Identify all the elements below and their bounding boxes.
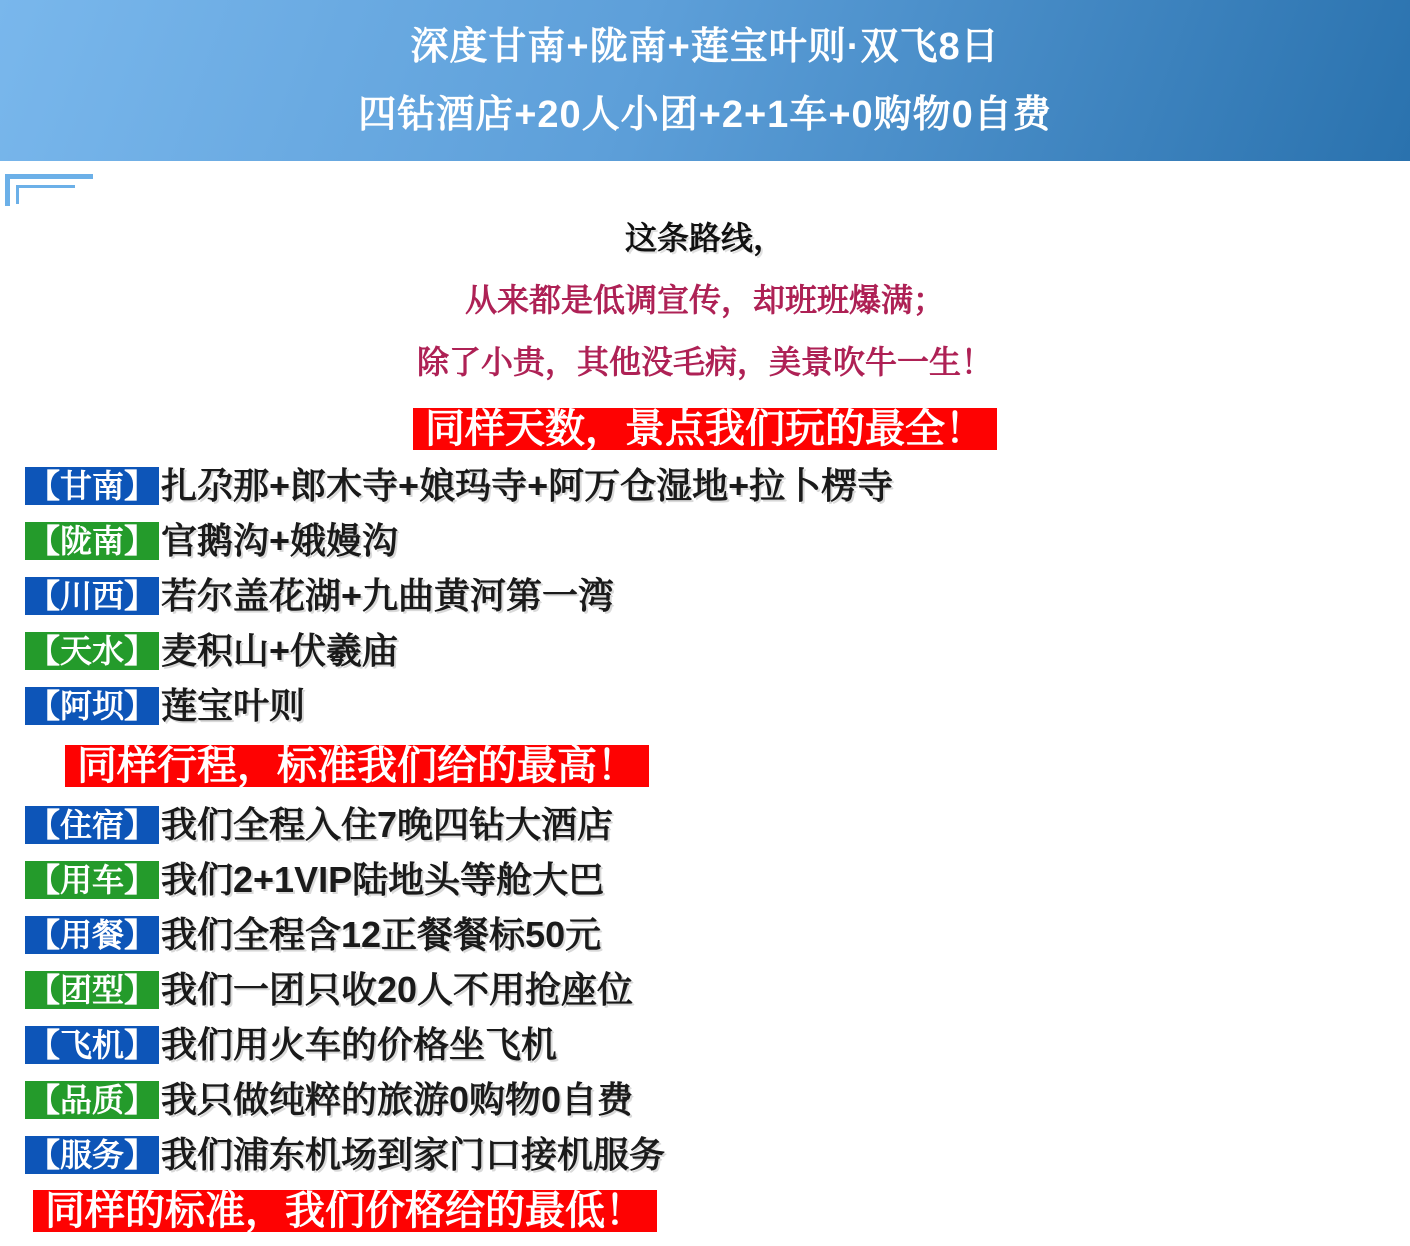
feature-list-item <box>25 1025 1410 1065</box>
intro-line-2: 从来都是低调宣传，却班班爆满； <box>464 282 945 318</box>
category-tag: 【天水】 <box>25 632 159 670</box>
feature-text: 我们用火车的价格坐飞机 <box>161 1024 558 1065</box>
feature-list-item <box>25 915 1410 955</box>
feature-list-item <box>25 970 1410 1010</box>
tour-title-line1: 深度甘南+陇南+莲宝叶则·双飞8日 <box>410 25 1000 68</box>
banner-row-highlights <box>0 408 1410 450</box>
category-tag: 【陇南】 <box>25 522 159 560</box>
section-banner-highlights: 同样天数，景点我们玩的最全！ <box>413 408 997 450</box>
category-tag: 【团型】 <box>25 971 159 1009</box>
category-tag: 【川西】 <box>25 577 159 615</box>
category-tag: 【服务】 <box>25 1136 159 1174</box>
category-tag: 【住宿】 <box>25 806 159 844</box>
category-tag: 【飞机】 <box>25 1026 159 1064</box>
feature-text: 我们浦东机场到家门口接机服务 <box>161 1134 666 1175</box>
category-tag: 【阿坝】 <box>25 687 159 725</box>
banner-row-price <box>33 1190 1410 1232</box>
feature-text: 我们全程入住7晚四钻大酒店 <box>161 804 614 845</box>
intro-section <box>0 161 1410 379</box>
feature-list-item <box>25 631 1410 671</box>
feature-text: 我们2+1VIP陆地头等舱大巴 <box>161 859 605 900</box>
feature-list-item <box>25 521 1410 561</box>
feature-text: 我们全程含12正餐餐标50元 <box>161 914 602 955</box>
feature-list-item <box>25 686 1410 726</box>
feature-text: 莲宝叶则 <box>161 685 306 726</box>
banner-row-standards <box>65 745 1410 787</box>
corner-bracket-inner-decoration <box>16 185 75 204</box>
section-banner-price: 同样的标准，我们价格给的最低！ <box>33 1190 657 1232</box>
feature-text: 我们一团只收20人不用抢座位 <box>161 969 634 1010</box>
intro-line-3: 除了小贵，其他没毛病，美景吹牛一生！ <box>416 344 993 380</box>
feature-list-item <box>25 1080 1410 1120</box>
section-banner-standards: 同样行程，标准我们给的最高！ <box>65 745 649 787</box>
tour-title-line2: 四钻酒店+20人小团+2+1车+0购物0自费 <box>358 93 1052 136</box>
highlights-list <box>0 466 1410 726</box>
header-banner <box>0 0 1410 161</box>
feature-text: 扎尕那+郎木寺+娘玛寺+阿万仓湿地+拉卜楞寺 <box>161 465 894 506</box>
category-tag: 【甘南】 <box>25 467 159 505</box>
feature-list-item <box>25 860 1410 900</box>
feature-text: 官鹅沟+娥嫚沟 <box>161 520 399 561</box>
feature-list-item <box>25 805 1410 845</box>
category-tag: 【用车】 <box>25 861 159 899</box>
feature-text: 麦积山+伏羲庙 <box>161 630 399 671</box>
feature-text: 若尔盖花湖+九曲黄河第一湾 <box>161 575 615 616</box>
intro-line-1: 这条路线， <box>624 220 785 256</box>
feature-text: 我只做纯粹的旅游0购物0自费 <box>161 1079 634 1120</box>
category-tag: 【用餐】 <box>25 916 159 954</box>
standards-list <box>0 805 1410 1175</box>
feature-list-item <box>25 576 1410 616</box>
feature-list-item <box>25 1135 1410 1175</box>
feature-list-item <box>25 466 1410 506</box>
category-tag: 【品质】 <box>25 1081 159 1119</box>
